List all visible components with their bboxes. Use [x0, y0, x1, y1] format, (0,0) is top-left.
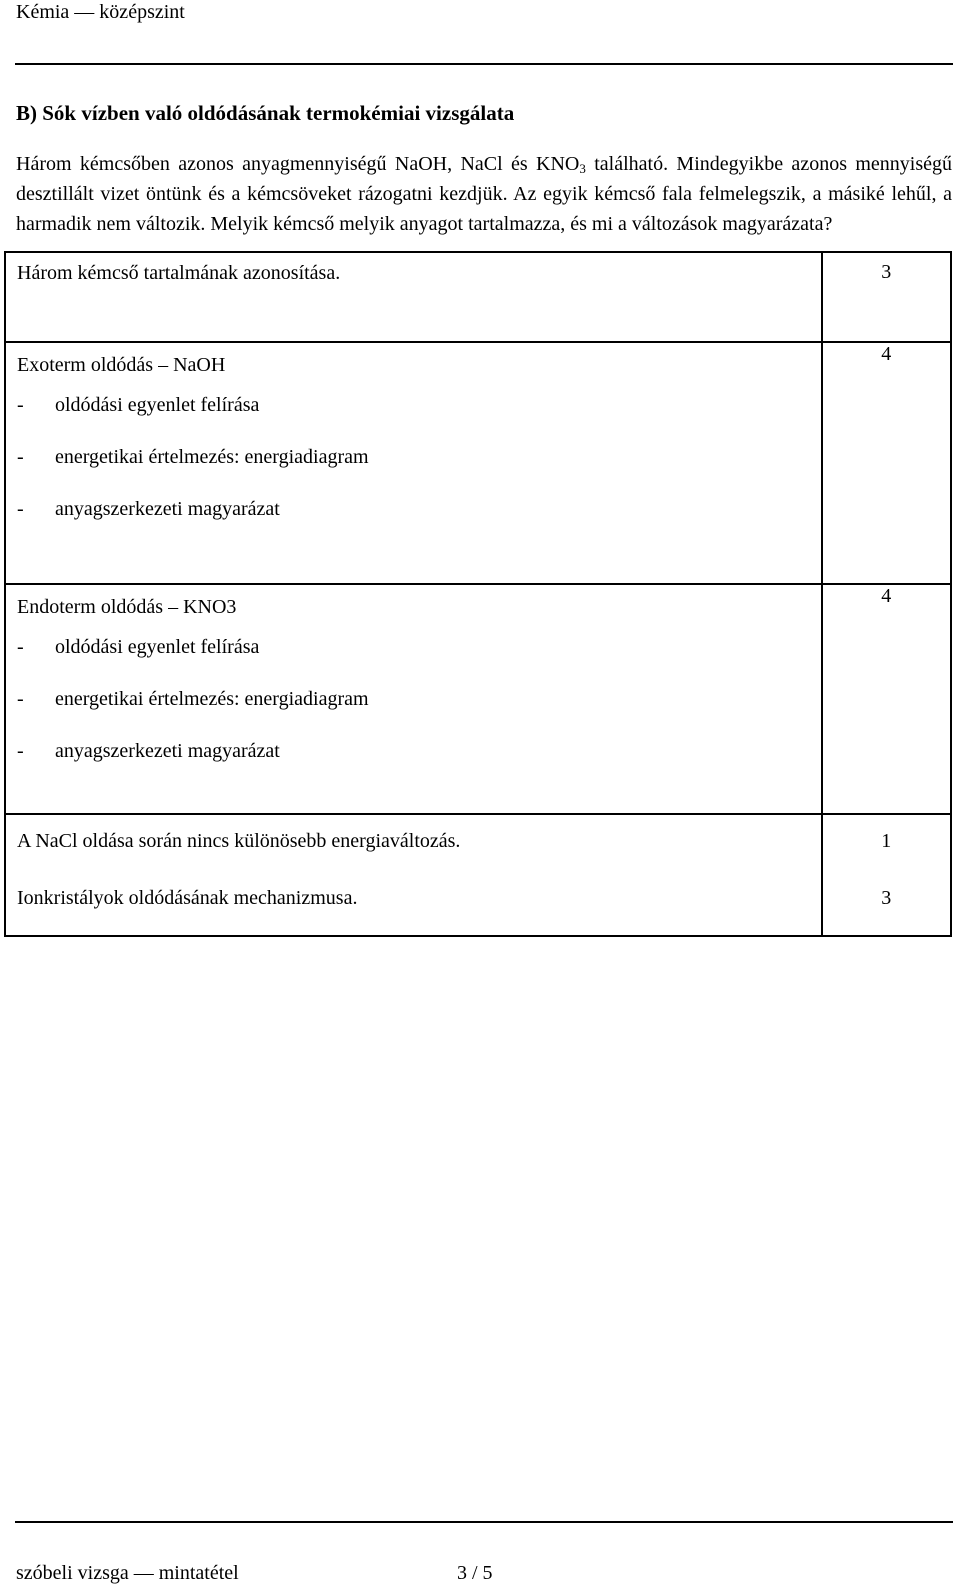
criterion-block — [6, 585, 821, 813]
bullet-dash: - — [17, 688, 24, 710]
bullet-text: energetikai értelmezés: energiadiagram — [55, 446, 369, 468]
scoring-table — [4, 251, 952, 937]
bullet-text: energetikai értelmezés: energiadiagram — [55, 688, 369, 710]
bullet-text: anyagszerkezeti magyarázat — [55, 498, 280, 520]
bullet-item — [17, 497, 821, 521]
table-row — [5, 814, 951, 866]
bullet-dash: - — [17, 498, 24, 520]
criterion-title: Endoterm oldódás – KNO3 — [17, 596, 237, 618]
points-cell: 4 — [822, 584, 951, 814]
bullet-dash: - — [17, 636, 24, 658]
table-row — [5, 252, 951, 342]
table-row — [5, 342, 951, 584]
bullet-dash: - — [17, 740, 24, 762]
bullet-item — [17, 393, 821, 417]
bullet-text: anyagszerkezeti magyarázat — [55, 740, 280, 762]
criterion-cell — [5, 814, 822, 866]
bullet-item — [17, 687, 821, 711]
points-cell: 4 — [822, 342, 951, 584]
intro-text-part2: található. Mindegyikbe azonos mennyiségű desztillált vizet öntünk és a kémcsöveket rázogatni kezdjük. Az egyik kémcső fala felmelegszik, a másiké lehűl, a harmadik nem változik. Melyik kémcső melyik anyagot tartalmazza, és mi a változások magyarázata? — [16, 153, 952, 235]
table-row — [5, 866, 951, 936]
intro-paragraph — [16, 149, 952, 239]
points-cell: 3 — [822, 866, 951, 936]
bullet-item — [17, 635, 821, 659]
criterion-text: Három kémcső tartalmának azonosítása. — [17, 262, 341, 284]
criterion-block — [6, 343, 821, 583]
bullet-dash: - — [17, 446, 24, 468]
table-row — [5, 584, 951, 814]
criterion-cell — [5, 866, 822, 936]
intro-text-part1: Három kémcsőben azonos anyagmennyiségű NaOH, NaCl és KNO — [16, 153, 580, 175]
criterion-cell — [5, 584, 822, 814]
criterion-text: A NaCl oldása során nincs különösebb energiaváltozás. — [17, 830, 461, 852]
bullet-item — [17, 739, 821, 763]
footer-rule — [15, 1521, 953, 1523]
bullet-text: oldódási egyenlet felírása — [55, 394, 260, 416]
criterion-cell — [5, 342, 822, 584]
criterion-text: Ionkristályok oldódásának mechanizmusa. — [17, 887, 358, 909]
header-rule — [15, 63, 953, 65]
bullet-text: oldódási egyenlet felírása — [55, 636, 260, 658]
bullet-dash: - — [17, 394, 24, 416]
criterion-cell — [5, 252, 822, 342]
section-title: B) Sók vízben való oldódásának termokémiai vizsgálata — [16, 101, 515, 125]
intro-subscript: 3 — [579, 161, 586, 176]
bullet-item — [17, 445, 821, 469]
page-number: 3 / 5 — [457, 1562, 493, 1584]
points-cell: 1 — [822, 814, 951, 866]
page-header: Kémia — középszint — [16, 1, 185, 23]
criterion-title: Exoterm oldódás – NaOH — [17, 354, 226, 376]
points-cell: 3 — [822, 252, 951, 342]
footer-exam-label: szóbeli vizsga — mintatétel — [16, 1562, 239, 1584]
